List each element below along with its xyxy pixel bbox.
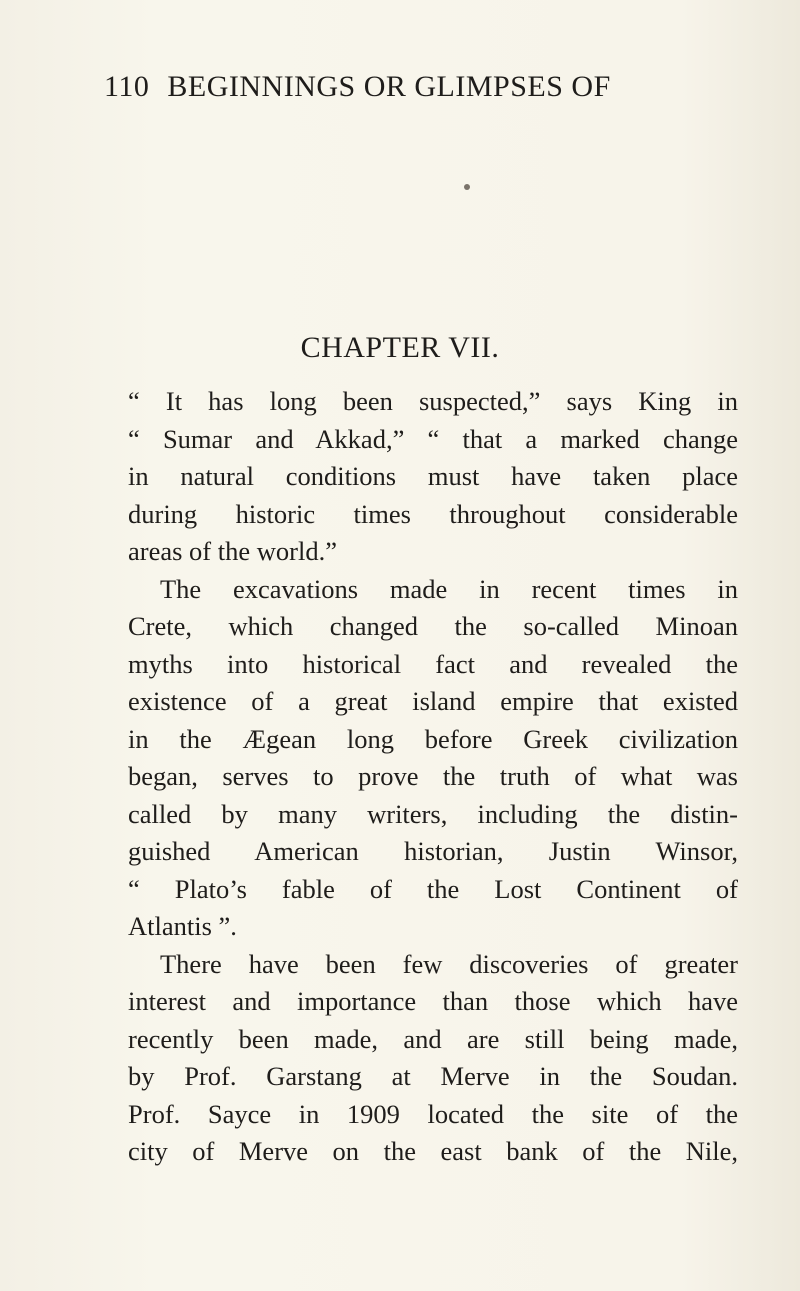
text-line: during historic times throughout considerable	[128, 498, 738, 529]
paragraph-3	[128, 946, 738, 1171]
text-line: “ Plato’s fable of the Lost Continent of	[128, 873, 738, 904]
text-line: “ Sumar and Akkad,” “ that a marked change	[128, 423, 738, 454]
text-line: guished American historian, Justin Winsor,	[128, 836, 738, 866]
text-line: in the Ægean long before Greek civilization	[128, 723, 738, 754]
text-line: areas of the world.”	[128, 536, 337, 566]
running-title: BEGINNINGS OR GLIMPSES OF	[167, 70, 611, 103]
text-line: The excavations made in recent times in	[160, 573, 738, 604]
page-number: 110	[104, 70, 150, 103]
text-line: myths into historical fact and revealed the	[128, 648, 738, 679]
text-line: There have been few discoveries of greater	[160, 948, 738, 979]
text-line: recently been made, and are still being made,	[128, 1023, 738, 1054]
text-line: interest and importance than those which have	[128, 986, 738, 1016]
paragraph-2	[128, 571, 738, 946]
text-line: “ It has long been suspected,” says King in	[128, 386, 738, 416]
text-line: Atlantis ”.	[128, 911, 237, 941]
text-line: began, serves to prove the truth of what was	[128, 761, 738, 791]
text-line: Crete, which changed the so-called Minoan	[128, 611, 738, 641]
body-text	[128, 383, 738, 1171]
text-line: called by many writers, including the distin-	[128, 798, 738, 829]
text-line: city of Merve on the east bank of the Nile,	[128, 1136, 738, 1166]
running-header	[104, 70, 724, 104]
paragraph-1	[128, 383, 738, 571]
ink-speck	[464, 184, 470, 190]
text-line: existence of a great island empire that existed	[128, 686, 738, 716]
text-line: by Prof. Garstang at Merve in the Soudan.	[128, 1061, 738, 1091]
text-line: Prof. Sayce in 1909 located the site of the	[128, 1098, 738, 1129]
chapter-title: CHAPTER VII.	[300, 331, 500, 364]
text-line: in natural conditions must have taken place	[128, 461, 738, 491]
